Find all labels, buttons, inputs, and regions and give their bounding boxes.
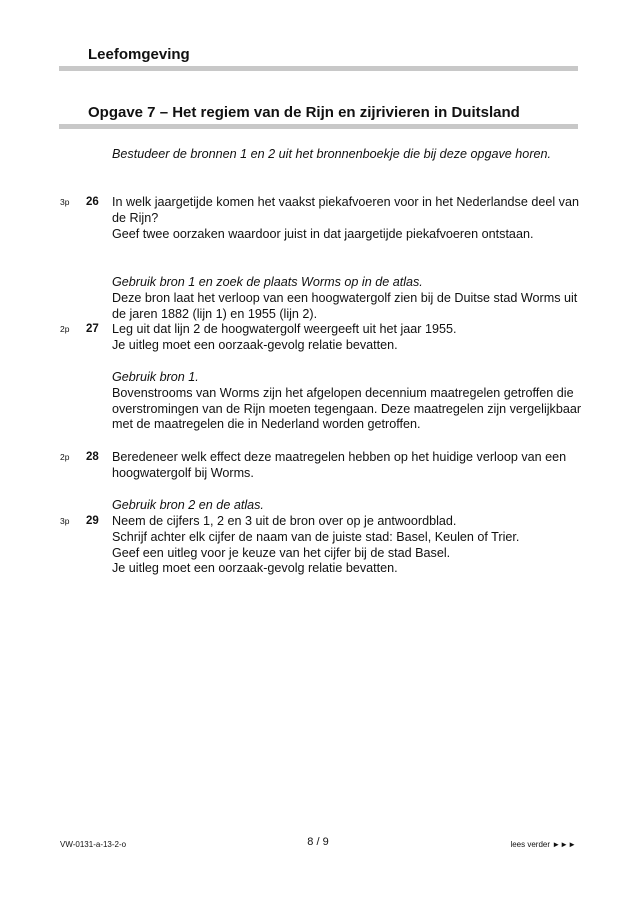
divider [59,66,578,71]
points-label: 2p [60,452,70,462]
question-28-context [112,370,582,433]
source-instruction: Gebruik bron 2 en de atlas. [112,498,264,512]
divider [59,124,578,129]
document-code: VW-0131-a-13-2-o [60,840,127,849]
page-number: 8 / 9 [307,836,329,848]
points-label: 2p [60,324,70,334]
intro-instruction [112,147,582,163]
source-instruction: Gebruik bron 1. [112,370,199,384]
section-title: Leefomgeving [88,46,190,63]
context-text: Bovenstrooms van Worms zijn het afgelopen decennium maatregelen getroffen die overstromingen van de Rijn moeten tegengaan. Deze maatregelen zijn vergelijkbaar met de maatregelen die in Nederland worden getroffen. [112,385,582,432]
question-text: Leg uit dat lijn 2 de hoogwatergolf weergeeft uit het jaar 1955. [112,322,457,336]
points-label: 3p [60,197,70,207]
question-number: 27 [86,323,99,335]
question-27-context [112,275,582,322]
question-number: 28 [86,451,99,463]
question-number: 26 [86,196,99,208]
question-28 [112,450,582,482]
intro-text: Bestudeer de bronnen 1 en 2 uit het bronnenboekje die bij deze opgave horen. [112,147,552,161]
question-text: Geef een uitleg voor je keuze van het cijfer bij de stad Basel. [112,545,451,560]
question-text: Schrijf achter elk cijfer de naam van de juiste stad: Basel, Keulen of Trier. [112,529,520,544]
question-text: Je uitleg moet een oorzaak-gevolg relatie bevatten. [112,561,398,576]
question-text: Neem de cijfers 1, 2 en 3 uit de bron over op je antwoordblad. [112,514,457,528]
question-29-context [112,498,582,514]
points-label: 3p [60,516,70,526]
question-26 [112,195,582,242]
context-text: Deze bron laat het verloop van een hoogwatergolf zien bij de Duitse stad Worms uit de jaren 1882 (lijn 1) en 1955 (lijn 2). [112,290,578,321]
question-29 [112,514,582,577]
question-text: Geef twee oorzaken waardoor juist in dat jaargetijde piekafvoeren ontstaan. [112,226,534,241]
question-text: Beredeneer welk effect deze maatregelen hebben op het huidige verloop van een hoogwatergolf bij Worms. [112,450,567,480]
source-instruction: Gebruik bron 1 en zoek de plaats Worms op in de atlas. [112,275,423,289]
question-27 [112,322,582,354]
question-text: Je uitleg moet een oorzaak-gevolg relatie bevatten. [112,337,398,352]
question-number: 29 [86,515,99,527]
question-text: In welk jaargetijde komen het vaakst piekafvoeren voor in het Nederlandse deel van de Rijn? [112,195,579,225]
continue-label: lees verder ►►► [510,840,576,849]
assignment-title: Opgave 7 – Het regiem van de Rijn en zijrivieren in Duitsland [88,104,520,121]
